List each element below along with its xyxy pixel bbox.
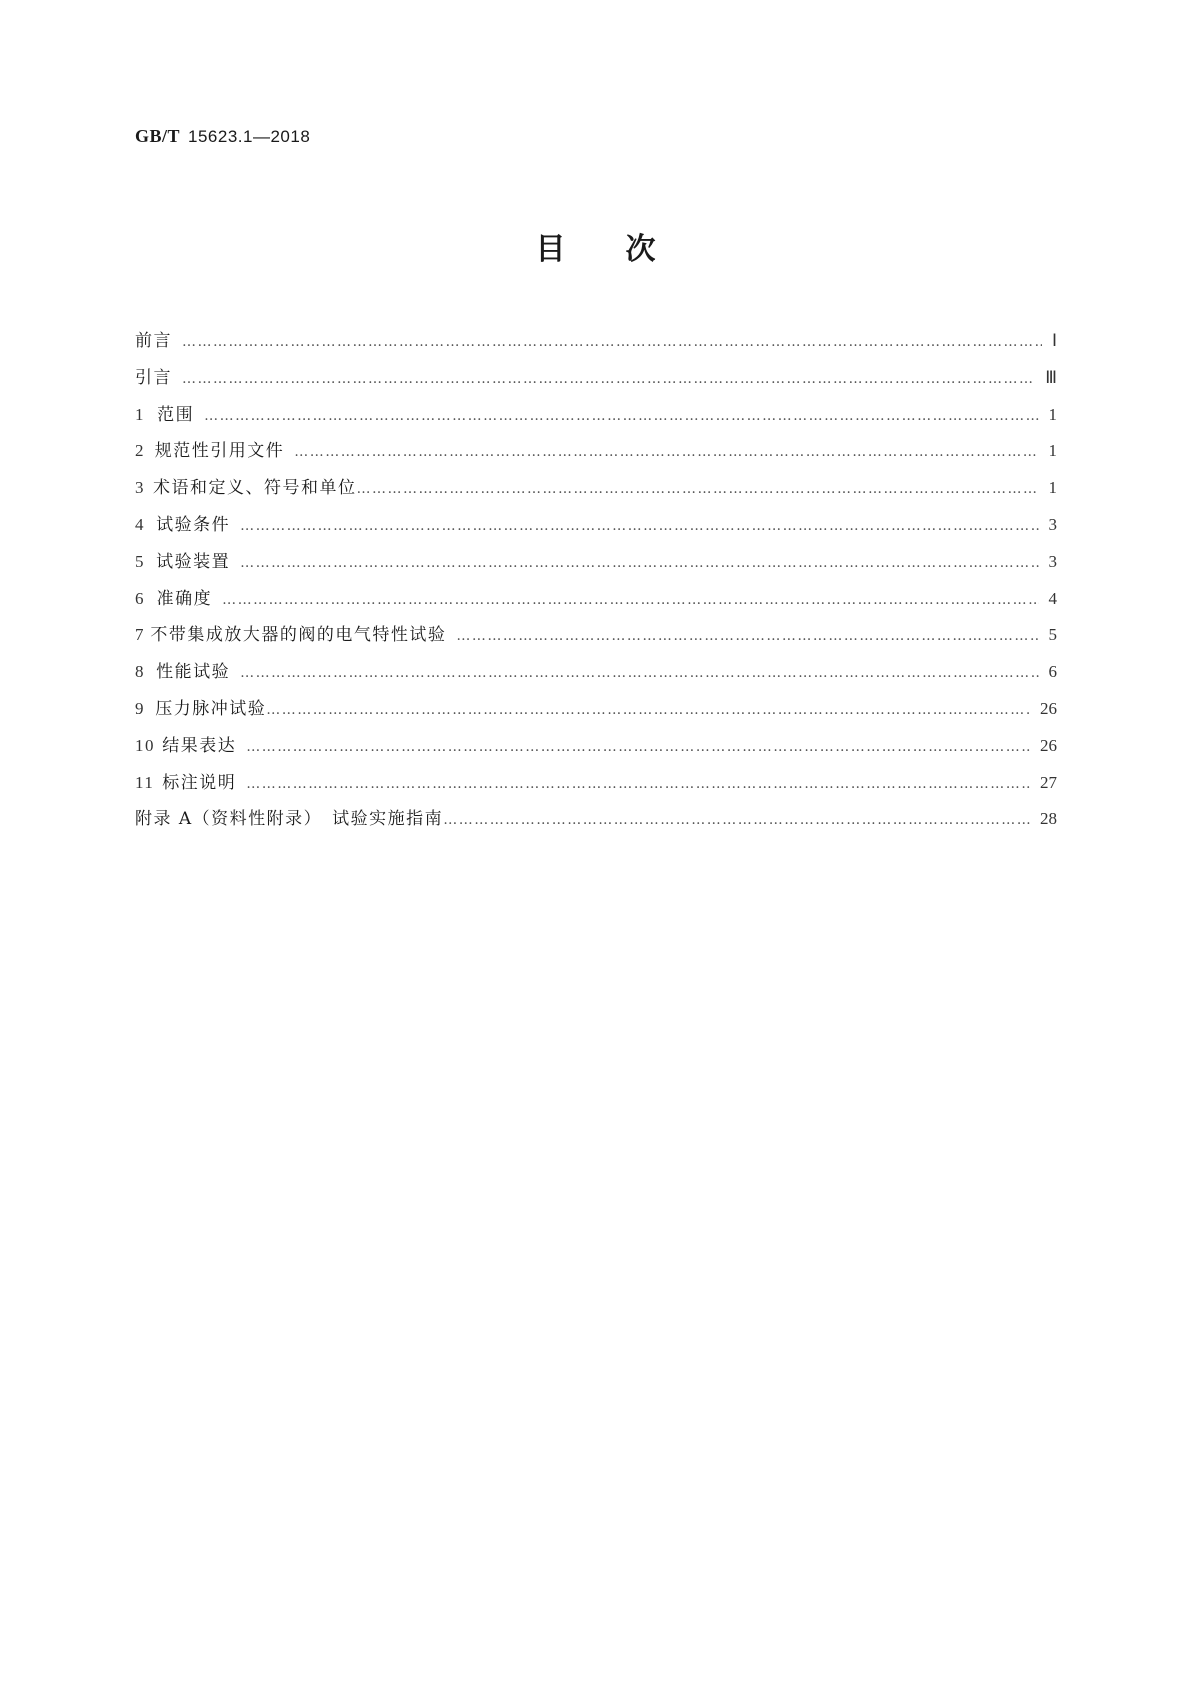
toc-entry[interactable] xyxy=(135,768,1057,805)
table-of-contents xyxy=(135,326,1057,841)
toc-dot-leader xyxy=(294,444,1038,460)
standard-prefix: GB/T xyxy=(135,126,181,146)
toc-dot-leader xyxy=(222,592,1038,608)
toc-dot-leader xyxy=(240,665,1038,681)
toc-entry-label: 标注说明 xyxy=(162,772,237,793)
toc-entry-label: 性能试验 xyxy=(156,662,231,683)
toc-dot-leader xyxy=(357,481,1039,497)
toc-entry[interactable] xyxy=(135,436,1057,473)
toc-dot-leader xyxy=(456,628,1038,644)
toc-entry-page: 28 xyxy=(1040,809,1057,829)
toc-entry-label: 试验装置 xyxy=(156,551,231,572)
toc-entry-number: 5 xyxy=(135,551,145,571)
toc-entry-page: 3 xyxy=(1048,514,1057,534)
toc-entry-page: Ⅰ xyxy=(1051,331,1057,350)
toc-entry-page: 26 xyxy=(1040,735,1057,755)
toc-entry[interactable] xyxy=(135,694,1057,731)
toc-entry-number: 1 xyxy=(135,404,145,424)
toc-entry-page: 27 xyxy=(1040,772,1057,792)
toc-entry[interactable] xyxy=(135,473,1057,510)
toc-entry-number: 10 xyxy=(135,735,155,755)
toc-entry-number: 8 xyxy=(135,662,145,682)
toc-entry-page: 3 xyxy=(1048,551,1057,571)
standard-number: 15623.1—2018 xyxy=(188,127,311,146)
toc-entry-page: Ⅲ xyxy=(1045,367,1057,387)
toc-entry[interactable] xyxy=(135,510,1057,547)
toc-entry-label: 前言 xyxy=(135,331,172,351)
toc-entry-number: 6 xyxy=(135,588,145,608)
toc-entry-number: 11 xyxy=(135,772,155,792)
toc-dot-leader xyxy=(240,518,1038,534)
toc-entry-number: 4 xyxy=(135,514,145,534)
toc-title: 目次 xyxy=(535,232,716,267)
toc-entry-page: 5 xyxy=(1048,625,1057,645)
toc-entry-page: 4 xyxy=(1048,588,1057,608)
toc-entry-page: 26 xyxy=(1040,698,1057,718)
toc-dot-leader xyxy=(240,555,1038,571)
toc-dot-leader xyxy=(266,702,1030,718)
toc-entry-number: 3 xyxy=(135,478,145,498)
toc-entry[interactable] xyxy=(135,804,1057,841)
toc-entry-page: 1 xyxy=(1048,404,1057,424)
toc-entry-label: 结果表达 xyxy=(162,735,237,756)
toc-entry[interactable] xyxy=(135,547,1057,584)
toc-entry-label: 规范性引用文件 xyxy=(154,441,285,462)
toc-entry-label: 范围 xyxy=(157,404,195,425)
toc-dot-leader xyxy=(182,334,1042,350)
toc-entry[interactable] xyxy=(135,657,1057,694)
toc-entry[interactable] xyxy=(135,363,1057,400)
toc-dot-leader xyxy=(246,776,1030,792)
toc-entry-page: 1 xyxy=(1048,441,1057,461)
toc-entry[interactable] xyxy=(135,731,1057,768)
toc-entry-page: 1 xyxy=(1048,478,1057,498)
toc-entry-label: 压力脉冲试验 xyxy=(155,698,267,719)
toc-dot-leader xyxy=(246,739,1030,755)
toc-dot-leader xyxy=(443,812,1030,828)
toc-dot-leader xyxy=(182,371,1035,387)
toc-entry-number: 7 xyxy=(135,625,145,645)
toc-entry-page: 6 xyxy=(1048,662,1057,682)
toc-entry-number: 2 xyxy=(135,441,145,461)
toc-dot-leader xyxy=(204,408,1038,424)
toc-entry[interactable] xyxy=(135,326,1057,363)
toc-entry[interactable] xyxy=(135,400,1057,437)
toc-entry-label: 引言 xyxy=(135,367,172,388)
toc-entry-label: 术语和定义、符号和单位 xyxy=(153,478,357,499)
toc-entry-number: 9 xyxy=(135,698,145,718)
toc-entry[interactable] xyxy=(135,584,1057,621)
toc-entry[interactable] xyxy=(135,620,1057,657)
toc-entry-label: 附录 A（资料性附录） 试验实施指南 xyxy=(135,809,444,830)
toc-entry-label: 不带集成放大器的阀的电气特性试验 xyxy=(150,625,447,646)
toc-entry-label: 准确度 xyxy=(156,588,213,609)
document-code xyxy=(135,126,310,147)
toc-entry-label: 试验条件 xyxy=(156,514,231,535)
